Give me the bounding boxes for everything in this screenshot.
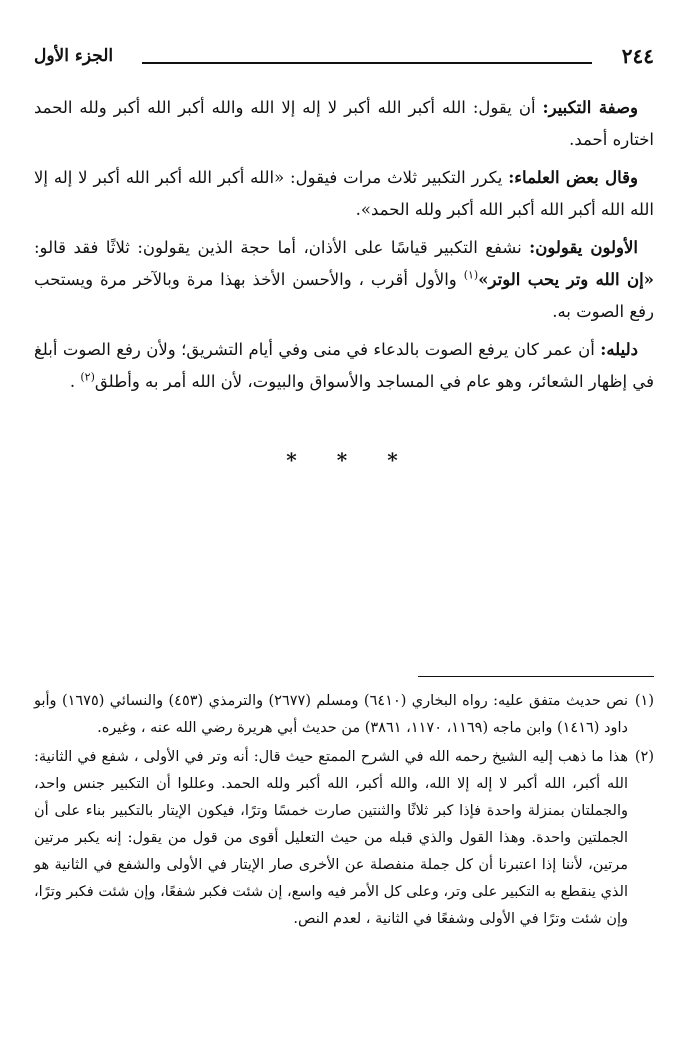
paragraph-evidence — [34, 334, 654, 398]
paragraph-text: أن عمر كان يرفع الصوت بالدعاء في منى وفي أيام التشريق؛ ولأن رفع الصوت أبلغ في إظهار الشعائر، وهو عام في المساجد والأسواق والبيوت، لأن الله أمر به وأطلق — [34, 340, 654, 391]
separator-star: * — [286, 448, 297, 472]
paragraph-description — [34, 92, 654, 156]
paragraph-lead: وصفة التكبير: — [542, 98, 638, 117]
paragraph-lead: وقال بعض العلماء: — [508, 168, 638, 187]
section-separator — [0, 448, 684, 472]
paragraph-text-after: والأول أقرب ، والأحسن الأخذ بهذا مرة وبالآخر مرة ويستحب رفع الصوت به. — [34, 270, 654, 321]
paragraph-lead: دليله: — [600, 340, 638, 359]
page-number: ٢٤٤ — [621, 44, 654, 68]
main-text — [34, 92, 654, 404]
footnote-ref-1[interactable]: (١) — [463, 268, 479, 282]
paragraph-text: أن يقول: الله أكبر الله أكبر لا إله إلا الله والله أكبر الله أكبر ولله الحمد اختاره أحمد. — [34, 98, 654, 149]
paragraph-some-scholars — [34, 162, 654, 226]
paragraph-text: نشفع التكبير قياسًا على الأذان، أما حجة الذين يقولون: ثلاثًا فقد قالو: — [34, 238, 530, 257]
paragraph-text: يكرر التكبير ثلاث مرات فيقول: «الله أكبر الله أكبر الله أكبر لا إله إلا الله الله أكبر الله أكبر الله أكبر ولله الحمد». — [34, 168, 654, 219]
paragraph-text-end: . — [69, 372, 81, 391]
footnote-2 — [34, 744, 654, 933]
footnote-text: هذا ما ذهب إليه الشيخ رحمه الله في الشرح الممتع حيث قال: أنه وتر في الأولى ، شفع في الثانية: الله أكبر، الله أكبر لا إله إلا الله، والله أكبر، الله أكبر ولله الحمد. وعللوا أن التكبير جنس واحد، والجملتان بمنزلة واحدة فإذا كبر ثلاثًا والثنتين صارت خمسًا وترًا، فيكون الإيتار بالتكبير بناء على أن الجملتين واحدة. وهذا القول والذي قبله من حيث التعليل أقوى من قول من يقول: إنه يكبر مرتين مرتين، لأننا إذا اعتبرنا أن كل جملة منفصلة عن الأخرى صار الإيتار في الأولى والشفع في الثانية هو الذي ينقطع به التكبير على وتر، وعلى كل الأمر فيه واسع، إن شئت فكبر شفعًا، وإن شئت فكبر وترًا، وإن شئت وترًا في الأولى وشفعًا في الثانية ، لعدم النص. — [34, 749, 628, 927]
hadith-quote: «إن الله وتر يحب الوتر» — [478, 270, 654, 289]
footnote-rule — [418, 676, 654, 677]
footnote-number: (١) — [634, 693, 654, 709]
running-title: الجزء الأول — [34, 46, 114, 66]
footnote-text: نص حديث متفق عليه: رواه البخاري (٦٤١٠) ومسلم (٢٦٧٧) والترمذي (٤٥٣) والنسائي (١٦٧٥) وأبو داود (١٤١٦) وابن ماجه (١١٦٩، ١١٧٠، ٣٨٦١) من حديث أبي هريرة رضي الله عنه ، وغيره. — [34, 693, 628, 736]
separator-star: * — [336, 448, 348, 472]
footnote-1 — [34, 688, 654, 742]
header-rule — [142, 62, 592, 64]
page-header — [34, 44, 654, 74]
footnote-ref-2[interactable]: (٢) — [80, 370, 95, 384]
paragraph-first-opinion — [34, 232, 654, 328]
footnotes — [34, 688, 654, 935]
separator-star: * — [387, 448, 398, 472]
paragraph-lead: الأولون يقولون: — [529, 238, 638, 257]
footnote-number: (٢) — [634, 749, 654, 765]
